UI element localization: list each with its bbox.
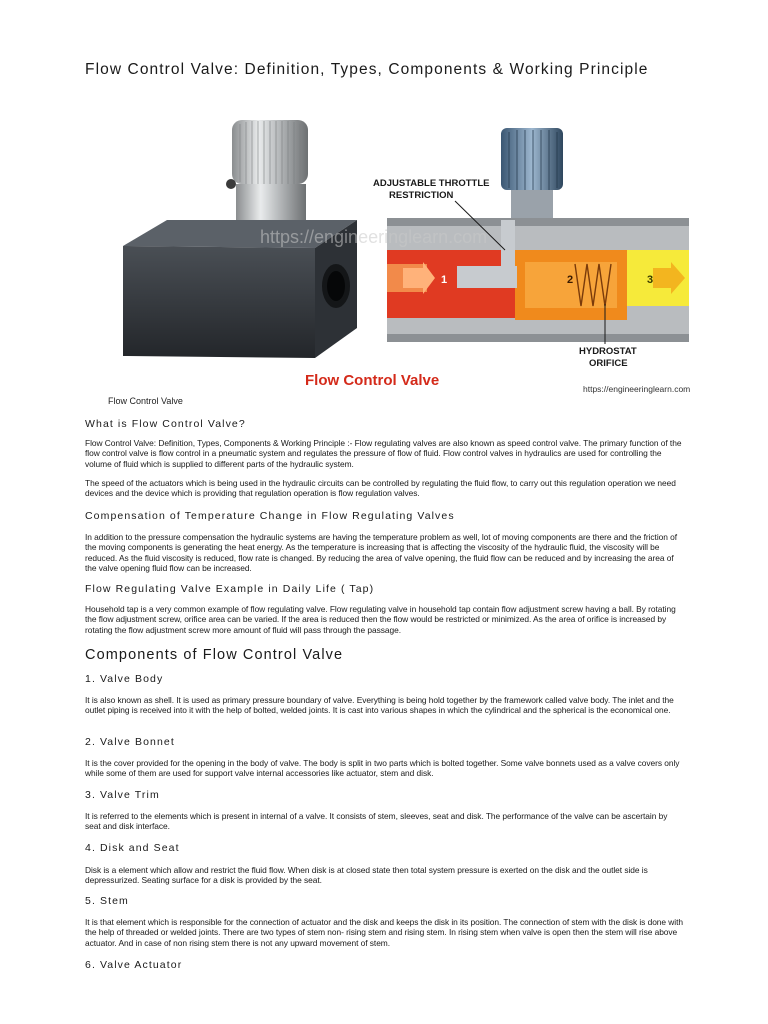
components-heading: Components of Flow Control Valve	[85, 647, 344, 663]
figure-caption: Flow Control Valve	[108, 396, 183, 406]
component-heading-stem: 5. Stem	[85, 895, 129, 907]
component-heading-valve-actuator: 6. Valve Actuator	[85, 959, 183, 971]
paragraph: The speed of the actuators which is being used in the hydraulic circuits can be controlled by regulating the fluid flow, to carry out this regulation operation we need devices and the device which is providing that regulation operation is flow regulation valves.	[85, 478, 676, 499]
flow-control-valve-figure	[105, 108, 725, 398]
section-heading: Flow Regulating Valve Example in Daily Life ( Tap)	[85, 583, 375, 595]
page-title: Flow Control Valve: Definition, Types, Components & Working Principle	[85, 61, 649, 78]
component-body-valve-bonnet: It is the cover provided for the opening in the body of valve. The body is split in two parts which is bolted together. Some valve bonnets used as a valve covers only while some of them are used for support valve internal accessories like actuator, stem and disk.	[85, 758, 680, 779]
figure-source: https://engineeringlearn.com	[583, 384, 691, 394]
throttle-callout-line1: ADJUSTABLE THROTTLE	[373, 178, 490, 189]
port-2-label: 2	[567, 274, 574, 286]
port-1-label: 1	[441, 274, 448, 286]
figure-banner: Flow Control Valve	[305, 372, 440, 389]
component-heading-valve-body: 1. Valve Body	[85, 673, 164, 685]
paragraph: Household tap is a very common example of flow regulating valve. Flow regulating valve in household tap contain flow adjustment screw having a ball. By rotating the flow adjustment screw, orifice area can be varied. If the area is reduced then the flow would be restricted or minimized. As the area of orifice is increased by rotating the flow adjustment screw more amount of fluid will pass through the passage.	[85, 604, 676, 635]
component-body-stem: It is that element which is responsible for the connection of actuator and the disk and keeps the disk in its position. The connection of stem with the disk is done with the help of threaded or welded joints. There are two types of stem non- rising stem and rising stem. In rising stem when valve is open then the stem will rise above actuator. And in case of non rising stem there is not any upward movement of stem.	[85, 917, 683, 948]
valve-illustration	[105, 108, 725, 398]
component-body-valve-body: It is also known as shell. It is used as primary pressure boundary of valve. Everything is being hold together by the framework called valve body. The inlet and the outlet piping is received into it with the help of bolted, welded joints. It is cast into various shapes in which the cylindrical and the spherical is the economical one.	[85, 695, 674, 716]
paragraph: In addition to the pressure compensation the hydraulic systems are having the temperature problem as well, lot of moving components are there and the friction of the moving components is generating the heat energy. As the temperature is increasing that is affecting the viscosity of the hydraulic fluid, the viscosity will be reduced. As the fluid viscosity is reduced, flow rate is changed. By reducing the area of valve opening, the fluid flow can be reduced and by increasing the area of the valve opening fluid flow can be increased.	[85, 532, 678, 574]
port-3-label: 3	[647, 274, 654, 286]
component-body-valve-trim: It is referred to the elements which is present in internal of a valve. It consists of stem, sleeves, seat and disk. The performance of the valve can be ascertain by seat and disk interface.	[85, 811, 668, 832]
section-heading: What is Flow Control Valve?	[85, 418, 246, 430]
component-heading-valve-trim: 3. Valve Trim	[85, 789, 160, 801]
figure-watermark: https://engineeringlearn.com	[260, 227, 488, 247]
hydrostat-callout-line2: ORIFICE	[589, 358, 628, 369]
paragraph: Flow Control Valve: Definition, Types, Components & Working Principle :- Flow regulating valves are also known as speed control valve. The primary function of the flow control valve is flow control in a pneumatic system and regulates the pressure of flow of fluid. Flow control valves in hydraulics are used for controlling the volume of fluid which is supplied to different parts of the hydraulic system.	[85, 438, 682, 469]
component-heading-valve-bonnet: 2. Valve Bonnet	[85, 736, 175, 748]
component-heading-disk-and-seat: 4. Disk and Seat	[85, 842, 180, 854]
component-body-disk-and-seat: Disk is a element which allow and restrict the fluid flow. When disk is at closed state then total system pressure is exerted on the disk and the outlet side is depressurized. Seating surface for a disk is provided by the seat.	[85, 865, 648, 886]
section-heading: Compensation of Temperature Change in Flow Regulating Valves	[85, 510, 455, 522]
throttle-callout-line2: RESTRICTION	[389, 190, 454, 201]
hydrostat-callout-line1: HYDROSTAT	[579, 346, 637, 357]
section-what-is	[85, 418, 685, 431]
